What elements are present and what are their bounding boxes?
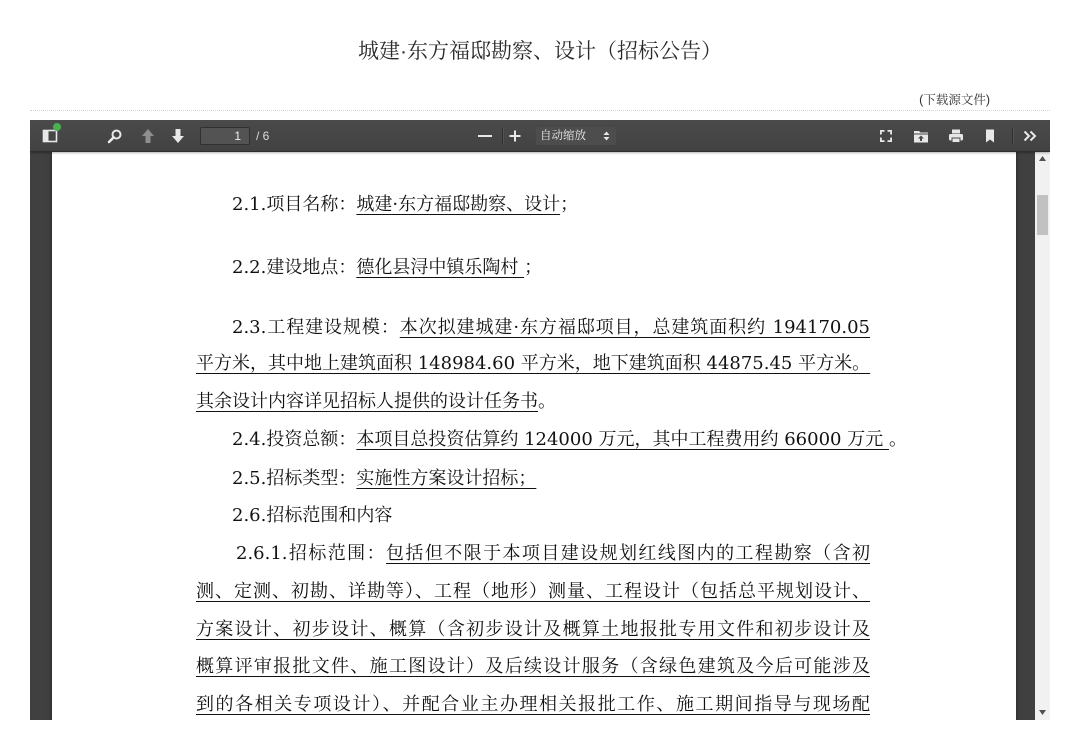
viewer-container[interactable] — [30, 152, 1035, 720]
line-label: 2.6.招标范围和内容 — [232, 505, 393, 526]
line-label: 2.4.投资总额： — [232, 429, 357, 450]
line-underlined-text: 概算评审报批文件、施工图设计）及后续设计服务（含绿色建筑及今后可能涉及 — [196, 656, 870, 677]
plus-icon — [507, 128, 523, 144]
open-file-button[interactable] — [913, 128, 929, 144]
scroll-down-button[interactable] — [1035, 706, 1050, 720]
line-label: 2.3.工程建设规模： — [232, 317, 400, 338]
print-icon — [948, 128, 964, 144]
line-underlined-text: 本项目总投资估算约 124000 万元，其中工程费用约 66000 万元 — [356, 429, 889, 450]
triangle-up-icon — [1039, 156, 1046, 161]
bookmark-icon — [982, 128, 998, 144]
fullscreen-icon — [878, 128, 894, 144]
zoom-select[interactable] — [536, 127, 616, 145]
scroll-up-button[interactable] — [1035, 152, 1050, 166]
line-label: 2.2.建设地点： — [232, 257, 357, 278]
doc-line-scope-cont — [196, 618, 870, 642]
doc-line-investment — [232, 428, 907, 452]
doc-line-project-name — [232, 193, 578, 217]
line-underlined-text: 城建·东方福邸勘察、设计 — [356, 194, 561, 215]
page-number-input[interactable] — [200, 127, 250, 145]
open-file-icon — [913, 128, 929, 144]
doc-line-scale — [232, 316, 870, 340]
line-suffix: ； — [524, 257, 543, 278]
doc-line-scope — [236, 542, 870, 566]
line-label: 2.6.1.招标范围： — [236, 543, 387, 564]
doc-line-scale-cont — [196, 352, 870, 376]
vertical-scrollbar[interactable] — [1035, 152, 1050, 720]
page-count: / 6 — [256, 129, 270, 143]
previous-page-button[interactable] — [140, 128, 156, 144]
line-label: 2.5.招标类型： — [232, 468, 357, 489]
doc-line-scope-cont — [196, 655, 870, 679]
scroll-thumb[interactable] — [1037, 195, 1048, 235]
presentation-mode-button[interactable] — [878, 128, 894, 144]
find-button[interactable] — [107, 128, 123, 144]
line-underlined-text: 平方米，其中地上建筑面积 148984.60 平方米，地下建筑面积 44875.45 平方米。 — [196, 353, 871, 374]
minus-icon — [477, 128, 493, 144]
print-button[interactable] — [948, 128, 964, 144]
double-chevron-right-icon — [1022, 128, 1038, 144]
dotted-divider — [30, 110, 1050, 111]
line-underlined-text: 德化县浔中镇乐陶村 — [356, 257, 525, 278]
line-underlined-text: 测、定测、初勘、详勘等）、工程（地形）测量、工程设计（包括总平规划设计、 — [196, 581, 870, 602]
download-source-link[interactable]: (下载源文件) — [919, 93, 990, 107]
notification-dot — [53, 123, 61, 131]
line-underlined-text: 到的各相关专项设计）、并配合业主办理相关报批工作、施工期间指导与现场配 — [196, 694, 870, 715]
line-suffix: 。 — [888, 429, 907, 450]
line-underlined-text: 本次拟建城建·东方福邸项目，总建筑面积约 194170.05 — [399, 317, 870, 338]
doc-line-scope-cont — [196, 693, 870, 717]
tools-button[interactable] — [1022, 128, 1038, 144]
toolbar-separator — [502, 128, 503, 144]
doc-line-scale-cont — [196, 390, 556, 414]
line-suffix: 。 — [538, 391, 556, 412]
search-icon — [107, 128, 123, 144]
line-suffix: ； — [560, 194, 579, 215]
select-arrows-icon — [603, 131, 610, 141]
zoom-in-button[interactable] — [507, 128, 523, 144]
line-underlined-text: 包括但不限于本项目建设规划红线图内的工程勘察（含初 — [386, 543, 870, 564]
page-title: 城建·东方福邸勘察、设计（招标公告） — [358, 40, 722, 63]
pdf-toolbar — [30, 120, 1050, 152]
line-underlined-text: 其余设计内容详见招标人提供的设计任务书 — [196, 391, 538, 412]
line-underlined-text: 实施性方案设计招标； — [356, 468, 537, 489]
arrow-up-icon — [140, 128, 156, 144]
triangle-down-icon — [1039, 710, 1046, 715]
toolbar-separator — [1012, 128, 1013, 144]
zoom-select-value: 自动缩放 — [540, 130, 586, 142]
doc-line-scope-heading — [232, 504, 392, 528]
doc-line-tender-type — [232, 467, 536, 491]
zoom-out-button[interactable] — [477, 128, 493, 144]
arrow-down-icon — [170, 128, 186, 144]
next-page-button[interactable] — [170, 128, 186, 144]
doc-line-location — [232, 256, 542, 280]
pdf-page — [52, 152, 1016, 720]
line-underlined-text: 方案设计、初步设计、概算（含初步设计及概算土地报批专用文件和初步设计及 — [196, 619, 870, 640]
bookmark-button[interactable] — [982, 128, 998, 144]
pdf-viewer — [30, 120, 1050, 720]
line-label: 2.1.项目名称： — [232, 194, 357, 215]
doc-line-scope-cont — [196, 580, 870, 604]
